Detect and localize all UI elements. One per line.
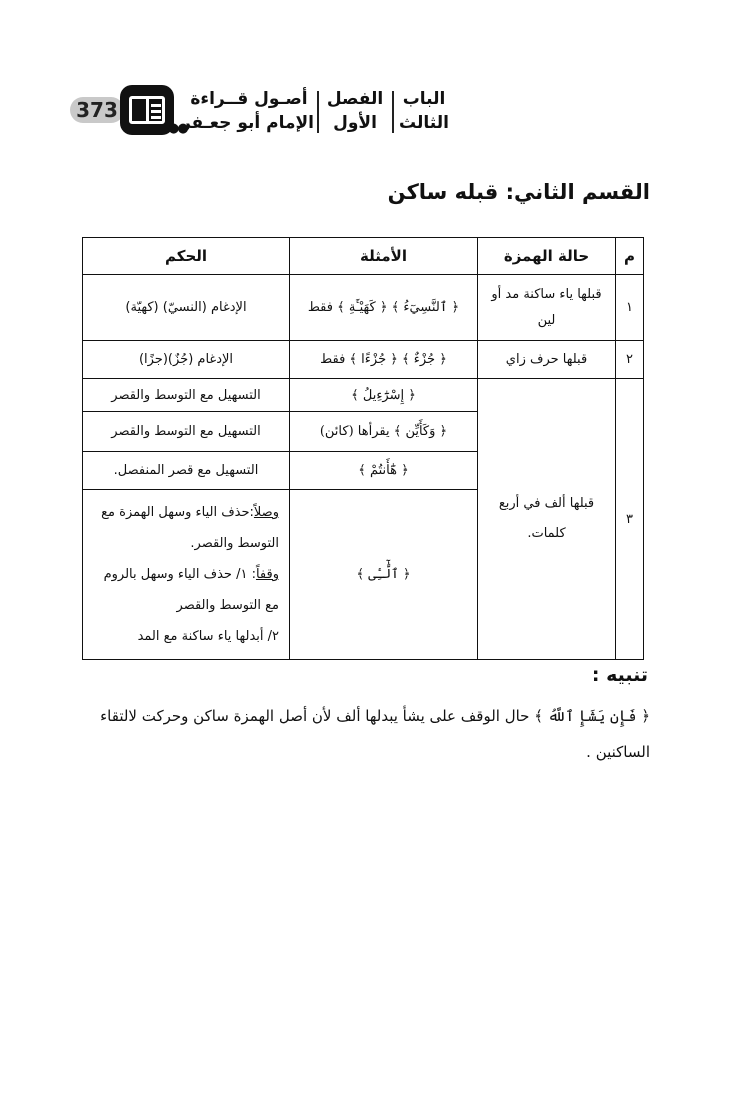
section-title: القسم الثاني: قبله ساكن	[387, 180, 650, 204]
waqfan-option-2: ٢/ أبدلها ياء ساكنة مع المد	[137, 629, 279, 644]
dots-icon: ●●	[168, 121, 187, 136]
row-num: ٢	[616, 341, 644, 379]
table-row	[83, 341, 644, 379]
page-header	[60, 85, 460, 137]
note-body	[90, 698, 650, 770]
book-subtitle: الإمام أبو جعـفر	[180, 113, 314, 133]
hamza-rules-table	[82, 237, 644, 660]
chapter-block	[322, 87, 388, 135]
table-header-row	[83, 238, 644, 275]
row-example: ﴿ وَكَأَيِّن ﴾ يقرأها (كائن)	[290, 412, 478, 452]
header-divider	[317, 91, 319, 133]
section-block	[396, 87, 452, 135]
header-rule: الحكم	[83, 238, 290, 275]
waslan-label: وصلاً	[253, 505, 279, 520]
row-example: ﴿ إِسْرَٰٓءِيلُ ﴾	[290, 379, 478, 412]
row-example: ﴿ ٱلَّٰٓـِٔى ﴾	[290, 490, 478, 660]
row-rule: الإدغام (النسيّ) (كهيّة)	[83, 275, 290, 341]
row-state: قبلها ألف في أربع كلمات.	[478, 379, 616, 660]
section-value: الثالث	[399, 113, 449, 133]
header-state: حالة الهمزة	[478, 238, 616, 275]
book-icon	[120, 85, 174, 135]
row-rule: التسهيل مع التوسط والقصر	[83, 379, 290, 412]
book-title: أصـول قــراءة	[190, 89, 308, 109]
header-divider	[392, 91, 394, 133]
section-label: الباب	[402, 89, 446, 109]
page-number-badge: 373	[70, 97, 124, 123]
row-rule	[83, 490, 290, 660]
row-example: ﴿ جُزْءٌ ﴾ ﴿ جُزْءًا ﴾ فقط	[290, 341, 478, 379]
row-num: ٣	[616, 379, 644, 660]
note-heading: تنبيه :	[591, 664, 648, 686]
row-rule: الإدغام (جُزٌ)(جزًا)	[83, 341, 290, 379]
chapter-label: الفصل	[326, 89, 384, 109]
row-example: ﴿ هَٰٓأَنتُمْ ﴾	[290, 452, 478, 490]
table-row	[83, 275, 644, 341]
waqfan-label: وقفاً	[255, 567, 279, 582]
row-state: قبلها حرف زاي	[478, 341, 616, 379]
row-rule: التسهيل مع قصر المنفصل.	[83, 452, 290, 490]
row-example: ﴿ ٱلنَّسِيٓءُ ﴾ ﴿ كَهَيْـَٔةِ ﴾ فقط	[290, 275, 478, 341]
note-text: حال الوقف على يشأ يبدلها ألف لأن أصل الهمزة ساكن وحركت لالتقاء الساكنين .	[100, 707, 650, 761]
waslan-text: :حذف الياء وسهل الهمزة مع التوسط والقصر.	[101, 505, 279, 551]
waqfan-text: : ١/ حذف الياء وسهل بالروم مع التوسط والقصر	[103, 567, 279, 613]
table-row	[83, 379, 644, 412]
row-rule: التسهيل مع التوسط والقصر	[83, 412, 290, 452]
note-quote: ﴿ فَإِن يَشَإِ ٱللَّهُ ﴾	[534, 707, 650, 725]
book-title-block	[180, 87, 314, 135]
header-examples: الأمثلة	[290, 238, 478, 275]
header-num: م	[616, 238, 644, 275]
row-num: ١	[616, 275, 644, 341]
chapter-value: الأول	[333, 113, 377, 133]
row-state: قبلها ياء ساكنة مد أو لين	[478, 275, 616, 341]
